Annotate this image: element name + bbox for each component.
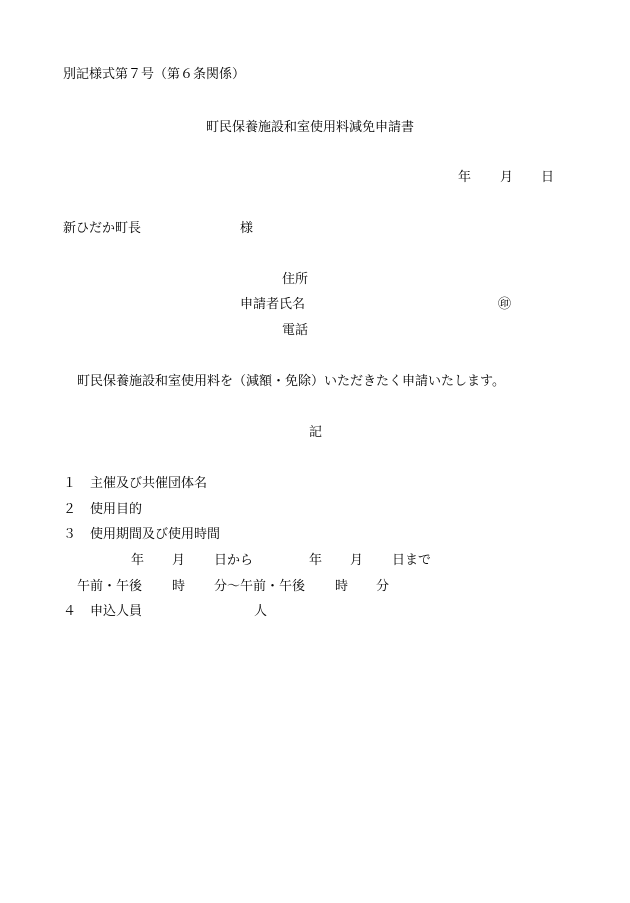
addressee-honorific: 様 (240, 221, 254, 236)
period-end-day: 日まで (392, 553, 432, 568)
request-statement: 町民保養施設和室使用料を（減額・免除）いただきたく申請いたします。 (77, 374, 505, 389)
addressee-name: 新ひだか町長 (63, 221, 142, 236)
ki-heading: 記 (309, 425, 323, 440)
item-number: ３ (63, 527, 77, 542)
item-label: 使用期間及び使用時間 (90, 527, 221, 542)
time-start-hour: 時 (172, 579, 186, 594)
date-day-label: 日 (541, 170, 555, 185)
period-end-month: 月 (350, 553, 364, 568)
phone-label: 電話 (282, 323, 309, 338)
item-label: 申込人員 (90, 604, 143, 619)
date-year-label: 年 (458, 170, 472, 185)
period-start-year: 年 (131, 553, 145, 568)
document-title: 町民保養施設和室使用料減免申請書 (206, 120, 415, 135)
item-number: ２ (63, 502, 77, 517)
address-label: 住所 (282, 272, 309, 287)
date-month-label: 月 (500, 170, 514, 185)
time-start-ampm: 午前・午後 (77, 579, 143, 594)
time-start-minute-end-ampm: 分～午前・午後 (214, 579, 306, 594)
item-number: １ (63, 476, 77, 491)
time-end-minute: 分 (376, 579, 390, 594)
form-number: 別記様式第７号（第６条関係） (63, 67, 246, 82)
seal-mark: ㊞ (498, 297, 512, 312)
item-label: 使用目的 (90, 502, 143, 517)
people-unit: 人 (254, 604, 268, 619)
period-start-day: 日から (214, 553, 254, 568)
period-end-year: 年 (309, 553, 323, 568)
time-end-hour: 時 (335, 579, 349, 594)
item-number: ４ (63, 604, 77, 619)
item-label: 主催及び共催団体名 (90, 476, 208, 491)
period-start-month: 月 (172, 553, 186, 568)
applicant-name-label: 申請者氏名 (240, 297, 306, 312)
